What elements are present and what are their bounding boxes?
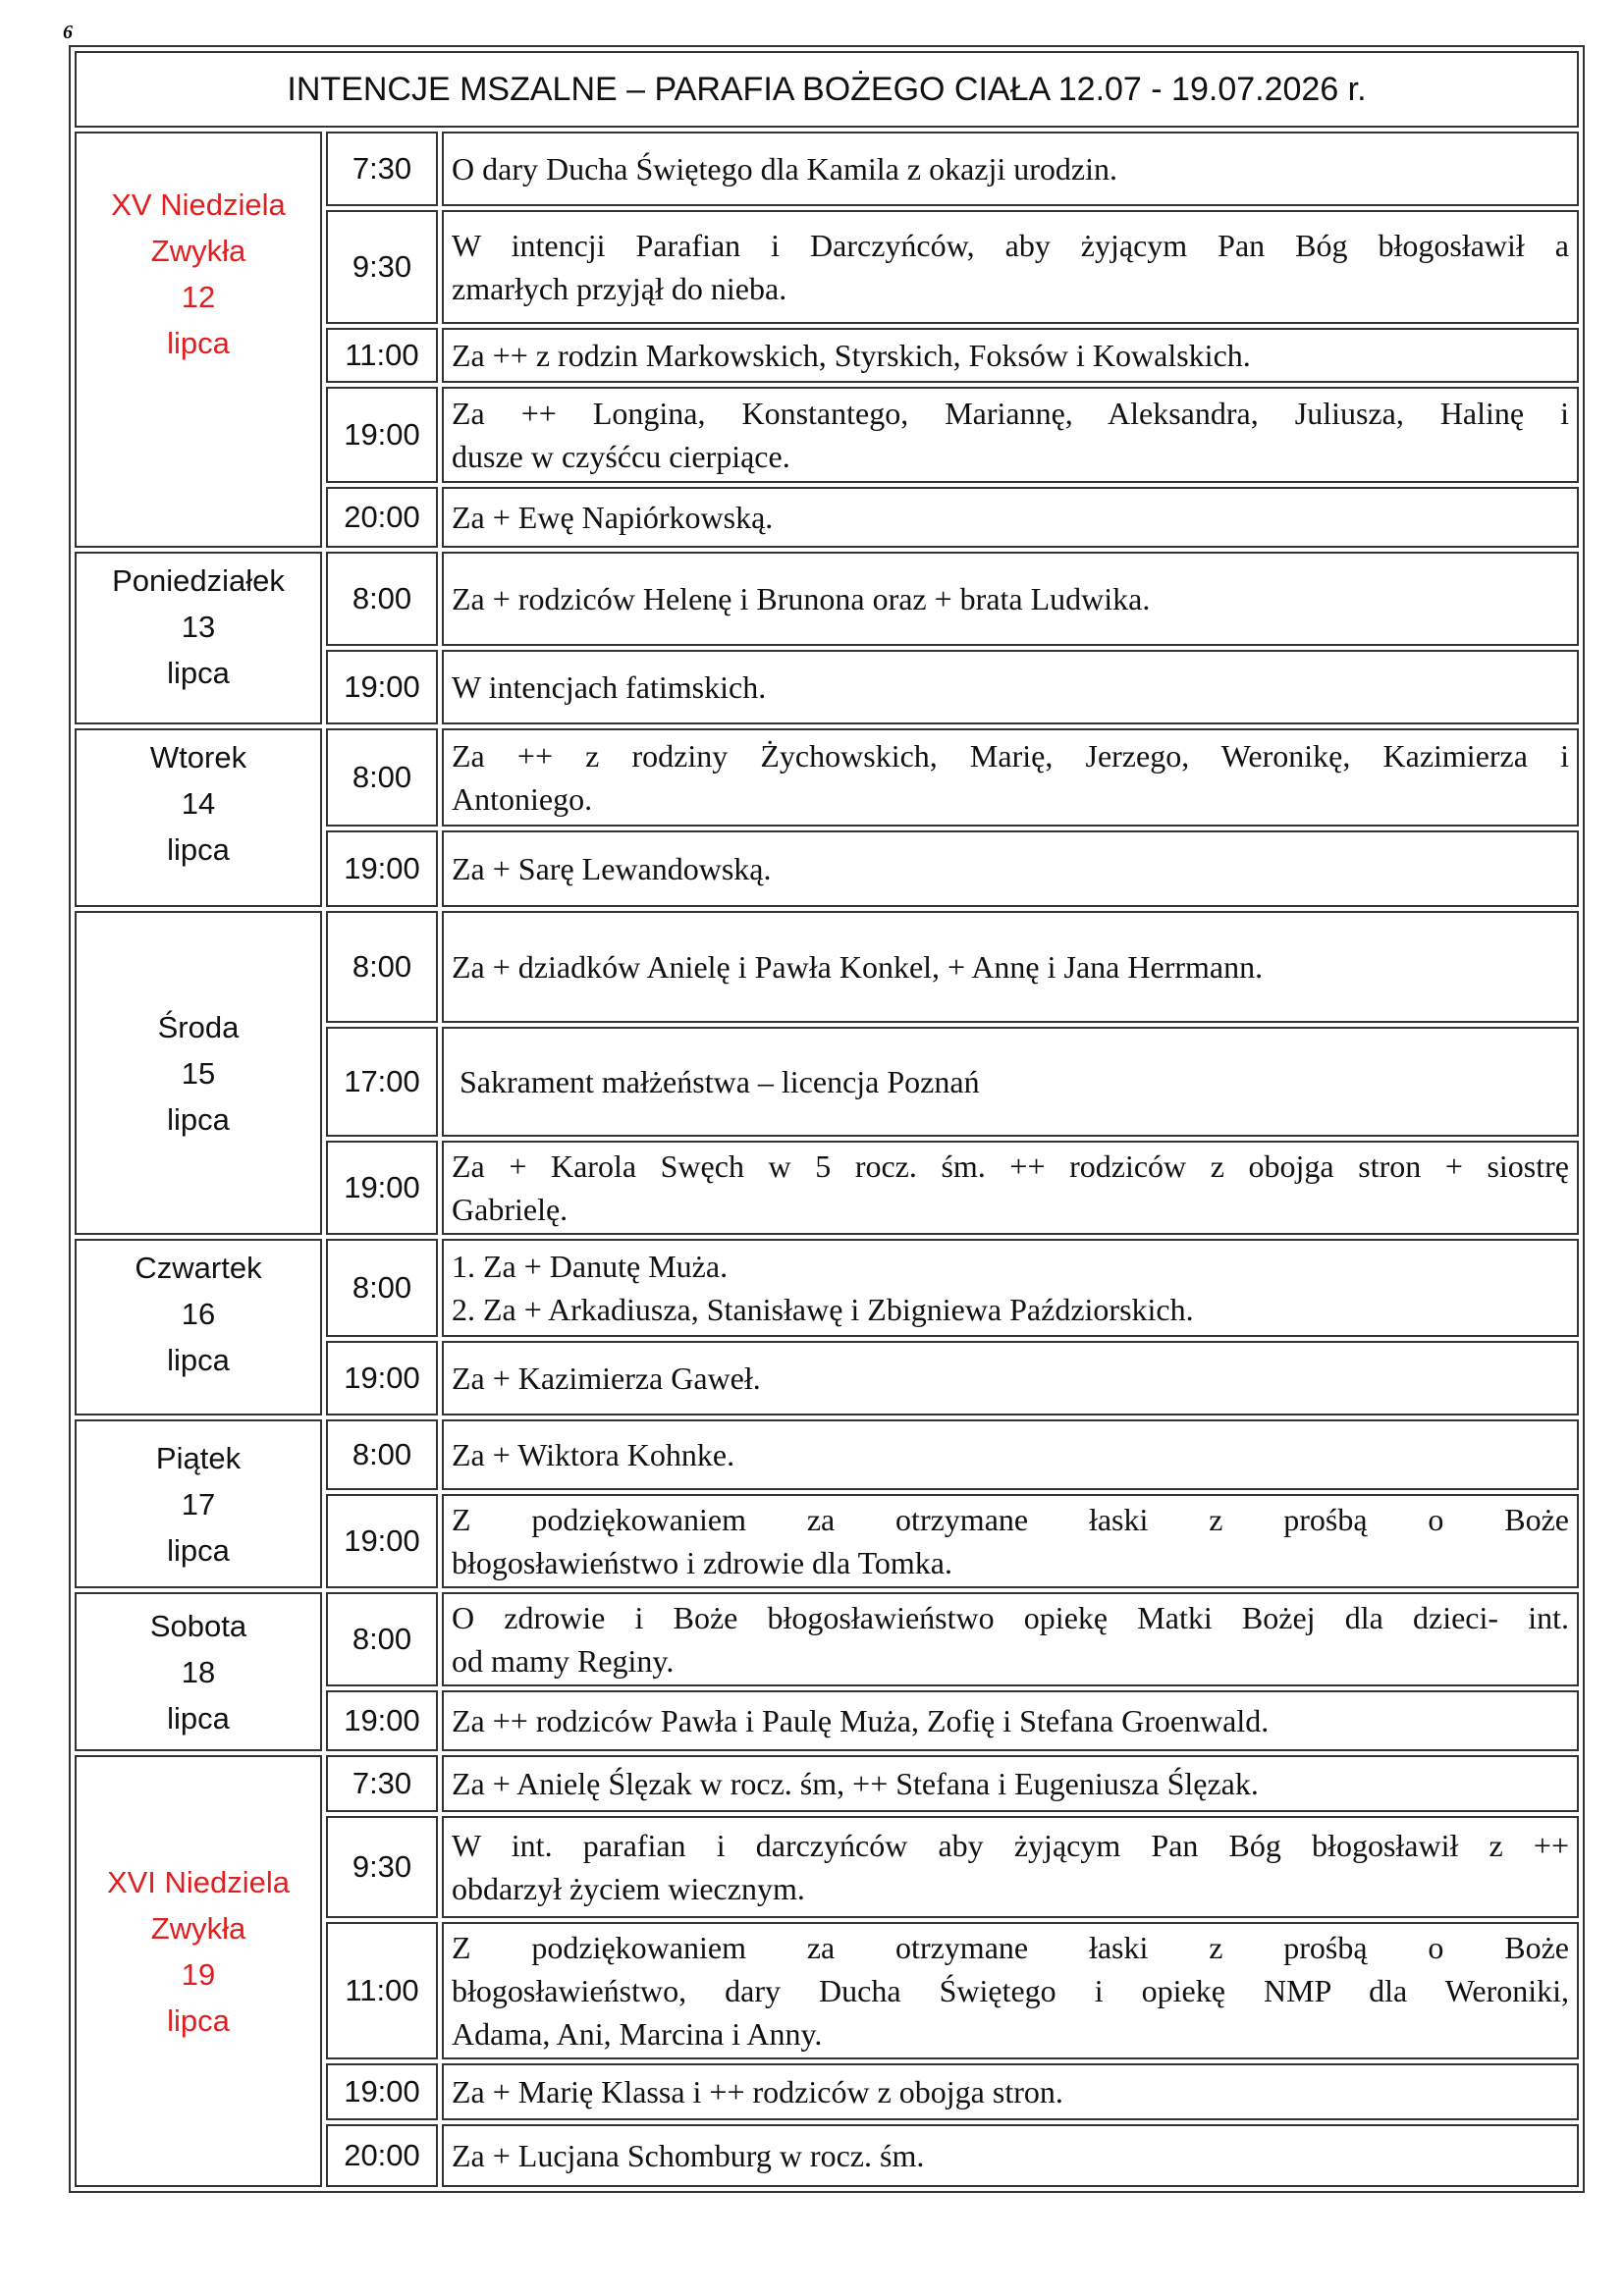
intentions-table	[69, 45, 1585, 2193]
mass-time: 19:00	[326, 387, 438, 483]
day-number: 17	[181, 1486, 216, 1522]
day-month: lipca	[167, 656, 230, 690]
mass-time: 8:00	[326, 911, 438, 1023]
mass-time: 11:00	[326, 328, 438, 383]
day-label: Czwartek	[135, 1251, 262, 1285]
mass-row	[75, 728, 1579, 827]
mass-intention: Z podziękowaniem za otrzymane łaski z prośbą o Boże błogosławieństwo i zdrowie dla Tomka.	[442, 1494, 1579, 1588]
mass-intention: Za + Lucjana Schomburg w rocz. śm.	[442, 2124, 1579, 2187]
intentions-table-wrapper	[69, 45, 1585, 2193]
mass-intention: Za + Ewę Napiórkowską.	[442, 487, 1579, 548]
mass-time: 19:00	[326, 1494, 438, 1588]
mass-intention: 1. Za + Danutę Muża. 2. Za + Arkadiusza, Stanisławę i Zbigniewa Paździorskich.	[442, 1239, 1579, 1337]
mass-intention: O zdrowie i Boże błogosławieństwo opiekę Matki Bożej dla dzieci- int. od mamy Reginy.	[442, 1592, 1579, 1686]
day-month: lipca	[167, 1343, 230, 1377]
day-number: 12	[181, 280, 216, 314]
mass-time: 20:00	[326, 2124, 438, 2187]
mass-time: 8:00	[326, 728, 438, 827]
day-cell-piatek	[75, 1419, 322, 1588]
day-label: Wtorek	[149, 740, 247, 774]
day-number: 15	[181, 1055, 216, 1091]
mass-time: 20:00	[326, 487, 438, 548]
mass-time: 19:00	[326, 650, 438, 724]
mass-intention: Za + dziadków Anielę i Pawła Konkel, + Annę i Jana Herrmann.	[442, 911, 1579, 1023]
day-month: lipca	[167, 1532, 230, 1568]
page-number: 6	[63, 22, 73, 43]
day-label: Sobota	[149, 1608, 247, 1643]
mass-time: 8:00	[326, 552, 438, 646]
mass-time: 17:00	[326, 1027, 438, 1137]
mass-row	[75, 132, 1579, 206]
day-label: Środa	[157, 1009, 240, 1044]
mass-row	[75, 1755, 1579, 1812]
day-cell-poniedzialek	[75, 552, 322, 724]
mass-intention: Za + Karola Swęch w 5 rocz. śm. ++ rodziców z obojga stron + siostrę Gabrielę.	[442, 1141, 1579, 1235]
mass-intention: Za + rodziców Helenę i Brunona oraz + brata Ludwika.	[442, 552, 1579, 646]
mass-intention: Sakrament małżeństwa – licencja Poznań	[442, 1027, 1579, 1137]
day-cell-xv-niedziela	[75, 132, 322, 548]
mass-intention: Za + Wiktora Kohnke.	[442, 1419, 1579, 1490]
mass-intention: Za + Marię Klassa i ++ rodziców z obojga stron.	[442, 2063, 1579, 2120]
day-label: Zwykła	[150, 234, 246, 268]
day-cell-wtorek	[75, 728, 322, 907]
mass-row	[75, 1239, 1579, 1337]
day-label: XV Niedziela	[111, 187, 286, 222]
day-label: Zwykła	[150, 1911, 246, 1946]
mass-intention: Za ++ Longina, Konstantego, Mariannę, Aleksandra, Juliusza, Halinę i dusze w czyśćcu cierpiące.	[442, 387, 1579, 483]
mass-time: 19:00	[326, 1141, 438, 1235]
mass-time: 9:30	[326, 210, 438, 324]
mass-row	[75, 1419, 1579, 1490]
day-number: 19	[181, 1957, 216, 1992]
mass-time: 7:30	[326, 1755, 438, 1812]
mass-time: 19:00	[326, 1341, 438, 1415]
mass-intention: W intencjach fatimskich.	[442, 650, 1579, 724]
day-number: 13	[181, 610, 216, 644]
day-cell-xvi-niedziela	[75, 1755, 322, 2187]
mass-intention: Za ++ rodziców Pawła i Paulę Muża, Zofię i Stefana Groenwald.	[442, 1690, 1579, 1751]
mass-intention: W intencji Parafian i Darczyńców, aby żyjącym Pan Bóg błogosławił a zmarłych przyjął do nieba.	[442, 210, 1579, 324]
day-cell-sobota	[75, 1592, 322, 1751]
mass-row	[75, 1592, 1579, 1686]
day-label: Piątek	[155, 1440, 242, 1475]
mass-intention: Za + Anielę Ślęzak w rocz. śm, ++ Stefana i Eugeniusza Ślęzak.	[442, 1755, 1579, 1812]
mass-time: 7:30	[326, 132, 438, 206]
day-number: 14	[181, 786, 216, 821]
mass-time: 19:00	[326, 1690, 438, 1751]
mass-intention: Za ++ z rodzin Markowskich, Styrskich, Foksów i Kowalskich.	[442, 328, 1579, 383]
day-label: Poniedziałek	[112, 563, 285, 598]
day-month: lipca	[167, 326, 230, 360]
day-month: lipca	[167, 1700, 230, 1735]
day-month: lipca	[167, 2003, 230, 2038]
mass-time: 11:00	[326, 1922, 438, 2059]
title-row	[75, 51, 1579, 128]
mass-intention: Za ++ z rodziny Żychowskich, Marię, Jerzego, Weronikę, Kazimierza i Antoniego.	[442, 728, 1579, 827]
mass-time: 8:00	[326, 1419, 438, 1490]
mass-intention: W int. parafian i darczyńców aby żyjącym Pan Bóg błogosławił z ++ obdarzył życiem wiecznym.	[442, 1816, 1579, 1918]
mass-time: 19:00	[326, 830, 438, 907]
day-label: XVI Niedziela	[106, 1865, 291, 1899]
mass-row	[75, 552, 1579, 646]
page-title: INTENCJE MSZALNE – PARAFIA BOŻEGO CIAŁA 12.07 - 19.07.2026 r.	[75, 51, 1579, 128]
mass-time: 8:00	[326, 1592, 438, 1686]
mass-intention: O dary Ducha Świętego dla Kamila z okazji urodzin.	[442, 132, 1579, 206]
mass-intention: Za + Kazimierza Gaweł.	[442, 1341, 1579, 1415]
mass-intention: Za + Sarę Lewandowską.	[442, 830, 1579, 907]
day-cell-sroda	[75, 911, 322, 1235]
day-number: 18	[181, 1654, 216, 1689]
day-cell-czwartek	[75, 1239, 322, 1415]
mass-row	[75, 911, 1579, 1023]
mass-time: 8:00	[326, 1239, 438, 1337]
day-month: lipca	[167, 1101, 230, 1137]
day-month: lipca	[167, 832, 230, 867]
mass-intention: Z podziękowaniem za otrzymane łaski z prośbą o Boże błogosławieństwo, dary Ducha Świętego i opiekę NMP dla Weroniki, Adama, Ani, Marcina i Anny.	[442, 1922, 1579, 2059]
mass-time: 19:00	[326, 2063, 438, 2120]
mass-time: 9:30	[326, 1816, 438, 1918]
day-number: 16	[181, 1297, 216, 1331]
